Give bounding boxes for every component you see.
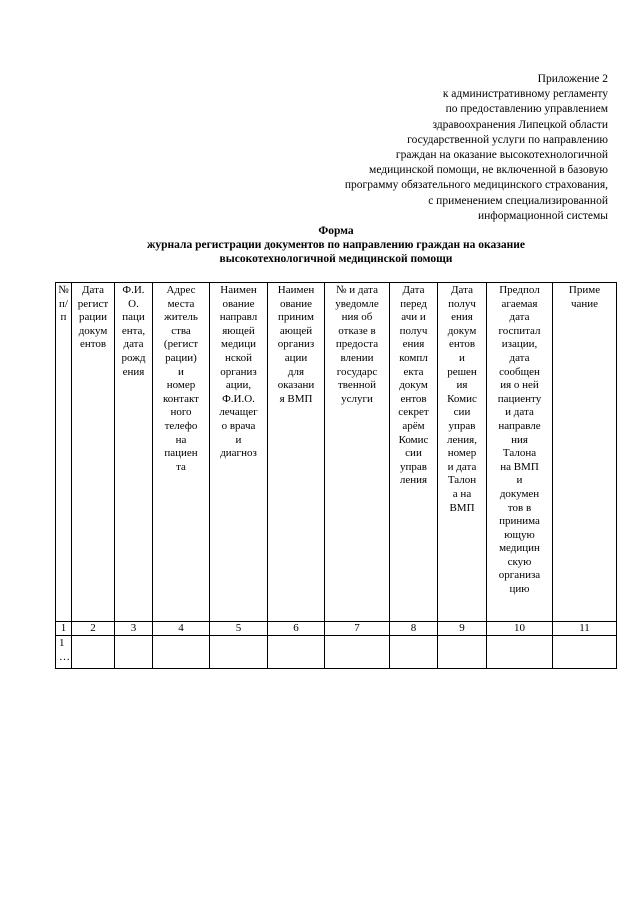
appendix-line: к административному регламенту xyxy=(442,88,608,101)
column-header: Дата перед ачи и получ ения компл екта докум ентов секрет арём Комис сии управ ления xyxy=(390,283,438,622)
form-title-line: высокотехнологичной медицинской помощи xyxy=(219,253,453,265)
column-number: 10 xyxy=(487,622,553,636)
table-header-row xyxy=(56,283,617,622)
column-number: 9 xyxy=(438,622,487,636)
appendix-line: медицинской помощи, не включенной в базовую xyxy=(369,164,608,177)
column-number: 8 xyxy=(390,622,438,636)
table-cell xyxy=(325,636,390,669)
column-number: 3 xyxy=(115,622,153,636)
table-cell xyxy=(72,636,115,669)
appendix-line: по предоставлению управлением xyxy=(445,103,608,116)
column-header: Ф.И. О. паци ента, дата рожд ения xyxy=(115,283,153,622)
column-number: 7 xyxy=(325,622,390,636)
column-header: № и дата уведомле ния об отказе в предоста влении государс твенной услуги xyxy=(325,283,390,622)
appendix-line: программу обязательного медицинского страхования, xyxy=(344,179,608,192)
table-cell xyxy=(390,636,438,669)
column-number: 5 xyxy=(210,622,268,636)
table-cell xyxy=(268,636,325,669)
table-cell xyxy=(553,636,617,669)
column-number: 11 xyxy=(553,622,617,636)
appendix-line: Приложение 2 xyxy=(537,73,608,85)
column-header: Приме чание xyxy=(553,283,617,622)
appendix-header xyxy=(278,72,608,224)
table-cell xyxy=(487,636,553,669)
appendix-line: здравоохранения Липецкой области xyxy=(432,118,608,131)
table-cell xyxy=(115,636,153,669)
table-cell xyxy=(210,636,268,669)
column-header: Предпол агаемая дата госпитал изации, дата сообщен ия о ней пациенту и дата направле ния Талона на ВМП и докумен тов в принима ющую медицин скую организа цию xyxy=(487,283,553,622)
column-header: Адрес места житель ства (регист рации) и номер контакт ного телефо на пациен та xyxy=(153,283,210,622)
column-header: Наимен ование приним ающей организ ации для оказани я ВМП xyxy=(268,283,325,622)
column-number: 6 xyxy=(268,622,325,636)
column-header: № п/ п xyxy=(56,283,72,622)
column-header: Дата регист рации докум ентов xyxy=(72,283,115,622)
table-cell xyxy=(438,636,487,669)
column-number: 2 xyxy=(72,622,115,636)
column-number-row xyxy=(56,622,617,636)
table-row xyxy=(56,636,617,669)
column-number: 1 xyxy=(56,622,72,636)
appendix-line: граждан на оказание высокотехнологичной xyxy=(395,149,608,162)
table-cell xyxy=(153,636,210,669)
table-cell: 1 … xyxy=(56,636,72,669)
column-number: 4 xyxy=(153,622,210,636)
appendix-line: государственной услуги по направлению xyxy=(407,133,608,146)
form-title-line: журнала регистрации документов по направлению граждан на оказание xyxy=(147,239,525,251)
column-header: Наимен ование направл яющей медици нской организ ации, Ф.И.О. лечащег о врача и диагноз xyxy=(210,283,268,622)
column-header: Дата получ ения докум ентов и решен ия Комис сии управ ления, номер и дата Талон а на ВМП xyxy=(438,283,487,622)
journal-table-wrapper xyxy=(55,282,617,669)
form-title xyxy=(56,224,616,266)
appendix-line: информационной системы xyxy=(477,209,608,222)
appendix-line: с применением специализированной xyxy=(428,194,608,207)
form-title-line: Форма xyxy=(318,225,354,237)
journal-table xyxy=(55,282,617,669)
